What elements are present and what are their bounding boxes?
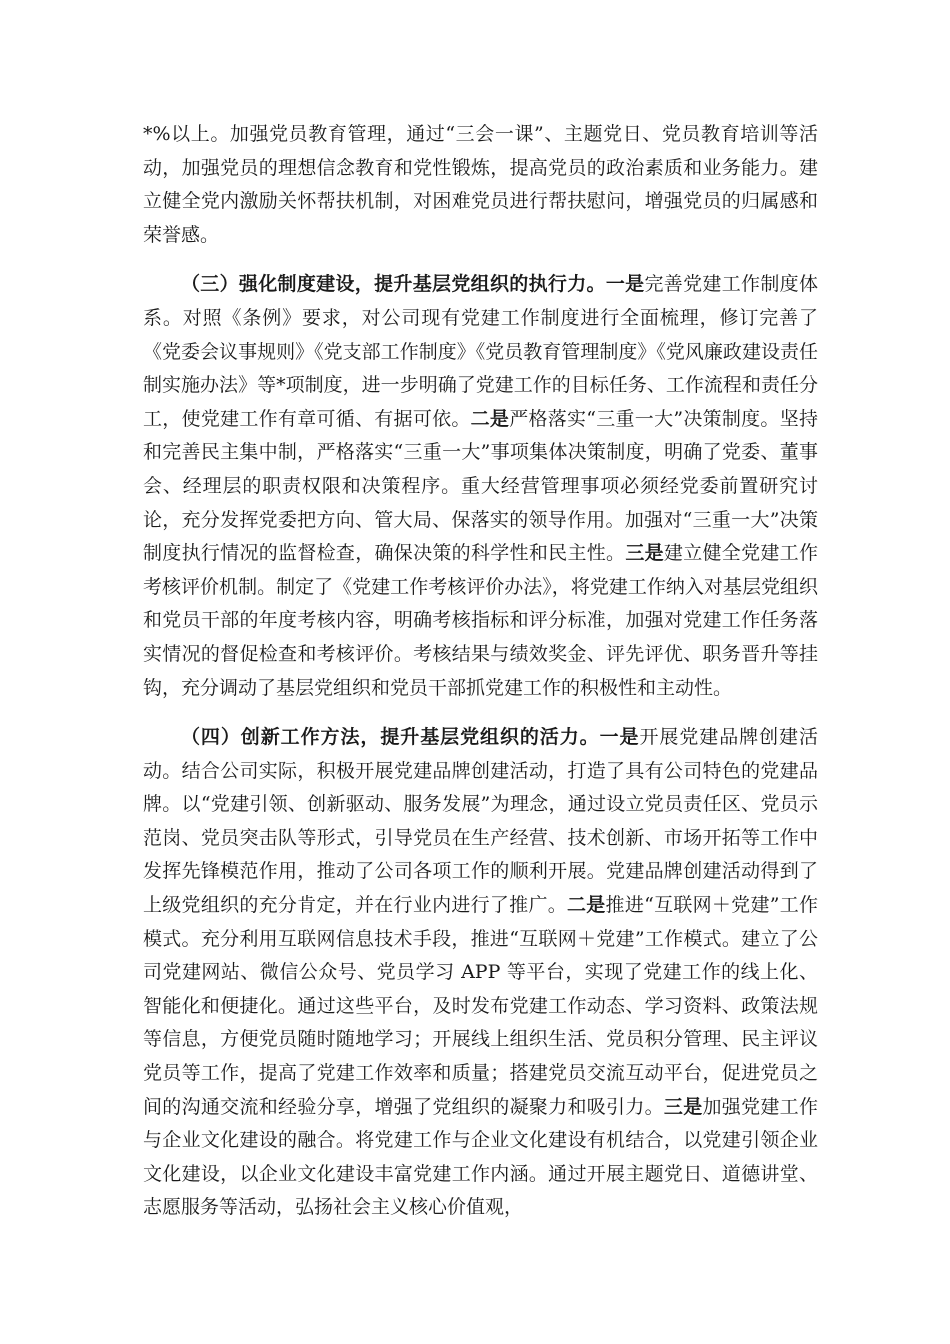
- section-heading-3: （三）强化制度建设，提升基层党组织的执行力。: [181, 273, 606, 296]
- paragraph-text: 建立健全党建工作考核评价机制。制定了《党建工作考核评价办法》，将党建工作纳入对基层党组织和党员干部的年度考核内容，明确考核指标和评分标准，加强对党建工作任务落实情况的督促检查和考核评价。考核结果与绩效奖金、评先评优、职务晋升等挂钩，充分调动了基层党组织和党员干部抓党建工作的积极性和主动性。: [143, 542, 818, 699]
- section-heading-4: （四）创新工作方法，提升基层党组织的活力。: [181, 726, 600, 749]
- paragraph-text: 加强党建工作与企业文化建设的融合。将党建工作与企业文化建设有机结合，以党建引领企业文化建设，以企业文化建设丰富党建工作内涵。通过开展主题党日、道德讲堂、志愿服务等活动，弘扬社会主义核心价值观，: [143, 1095, 818, 1219]
- document-body: [143, 118, 818, 1225]
- item-marker-1: 一是: [599, 726, 640, 749]
- item-marker-3: 三是: [625, 542, 664, 565]
- paragraph-1: [143, 118, 818, 252]
- paragraph-2: [143, 268, 818, 705]
- item-marker-2: 二是: [470, 407, 510, 430]
- paragraph-text: *%以上。加强党员教育管理，通过“三会一课”、主题党日、党员教育培训等活动，加强党员的理想信念教育和党性锻炼，提高党员的政治素质和业务能力。建立健全党内激励关怀帮扶机制，对困难党员进行帮扶慰问，增强党员的归属感和荣誉感。: [143, 123, 818, 246]
- item-marker-2: 二是: [567, 894, 606, 917]
- paragraph-text: 完善党建工作制度体系。对照《条例》要求，对公司现有党建工作制度进行全面梳理，修订完善了《党委会议事规则》《党支部工作制度》《党员教育管理制度》《党风廉政建设责任制实施办法》等*项制度，进一步明确了党建工作的目标任务、工作流程和责任分工，使党建工作有章可循、有据可依。: [143, 273, 818, 430]
- paragraph-3: [143, 721, 818, 1225]
- paragraph-text: 推进“互联网＋党建”工作模式。充分利用互联网信息技术手段，推进“互联网＋党建”工作模式。建立了公司党建网站、微信公众号、党员学习 APP 等平台，实现了党建工作的线上化、智能化和便捷化。通过这些平台，及时发布党建工作动态、学习资料、政策法规等信息，方便党员随时随地学习；开展线上组织生活、党员积分管理、民主评议党员等工作，提高了党建工作效率和质量；搭建党员交流互动平台，促进党员之间的沟通交流和经验分享，增强了党组织的凝聚力和吸引力。: [143, 894, 818, 1118]
- paragraph-text: 严格落实“三重一大”决策制度。坚持和完善民主集中制，严格落实“三重一大”事项集体决策制度，明确了党委、董事会、经理层的职责权限和决策程序。重大经营管理事项必须经党委前置研究讨论，充分发挥党委把方向、管大局、保落实的领导作用。加强对“三重一大”决策制度执行情况的监督检查，确保决策的科学性和民主性。: [143, 407, 818, 565]
- item-marker-3: 三是: [663, 1095, 703, 1118]
- paragraph-text: 开展党建品牌创建活动。结合公司实际，积极开展党建品牌创建活动，打造了具有公司特色的党建品牌。以“党建引领、创新驱动、服务发展”为理念，通过设立党员责任区、党员示范岗、党员突击队等形式，引导党员在生产经营、技术创新、市场开拓等工作中发挥先锋模范作用，推动了公司各项工作的顺利开展。党建品牌创建活动得到了上级党组织的充分肯定，并在行业内进行了推广。: [143, 726, 818, 917]
- item-marker-1: 一是: [605, 273, 645, 296]
